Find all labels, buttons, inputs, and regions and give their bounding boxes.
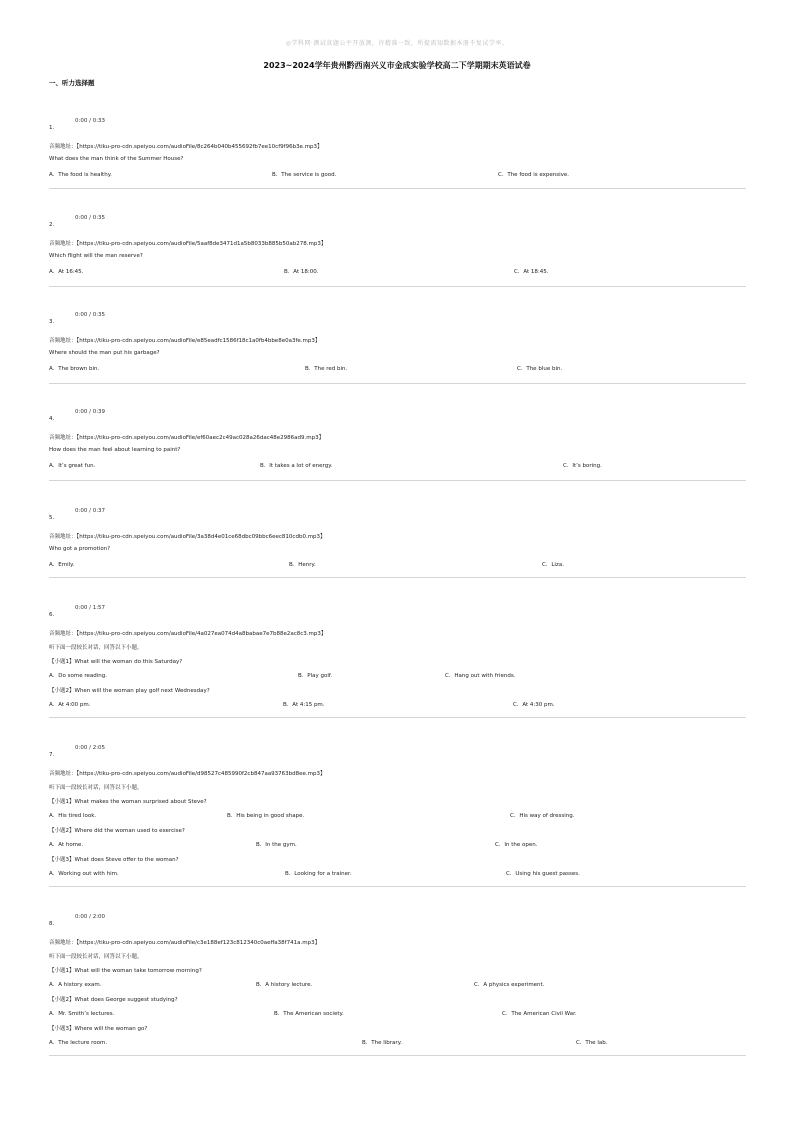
section-title: 一、听力选择题 [49, 79, 95, 87]
audio-timestamp[interactable]: 0:00 / 0:35 [75, 312, 106, 318]
answer-option[interactable]: C．It’s boring. [563, 463, 602, 469]
subquestion-stem: 【小题3】What does Steve offer to the woman? [49, 857, 179, 863]
subquestion-stem: 【小题3】Where will the woman go? [49, 1026, 148, 1032]
answer-option[interactable]: A．Do some reading. [49, 673, 107, 679]
question-divider [49, 383, 746, 384]
question-number: 6. [49, 612, 55, 618]
answer-option[interactable]: B．The library. [362, 1040, 402, 1046]
answer-option[interactable]: A．The brown bin. [49, 366, 100, 372]
audio-url[interactable]: 音频地址：【https://tiku-pro-cdn.speiyou.com/audioFile/e85eadfc1586f18c1a0fb4bbe8e0a3fe.mp3】 [49, 338, 321, 344]
watermark-text: ◎学科网·测试真题公平开放测，许精准一致，所提需知数据本册不复试学率。 [285, 40, 509, 47]
answer-option[interactable]: C．The lab. [576, 1040, 608, 1046]
audio-timestamp[interactable]: 0:00 / 0:37 [75, 508, 106, 514]
answer-option[interactable]: C．At 4:30 pm. [513, 702, 555, 708]
question-number: 4. [49, 416, 55, 422]
question-divider [49, 188, 746, 189]
audio-timestamp[interactable]: 0:00 / 2:00 [75, 914, 106, 920]
audio-timestamp[interactable]: 0:00 / 1:57 [75, 605, 106, 611]
answer-option[interactable]: A．Emily. [49, 562, 75, 568]
question-intro: 听下面一段较长对话，回答以下小题。 [49, 645, 143, 651]
subquestion-stem: 【小题1】What will the woman take tomorrow morning? [49, 968, 202, 974]
answer-option[interactable]: C．The food is expensive. [498, 172, 570, 178]
answer-option[interactable]: B．Looking for a trainer. [285, 871, 352, 877]
question-stem: How does the man feel about learning to paint? [49, 447, 181, 453]
question-stem: Where should the man put his garbage? [49, 350, 160, 356]
answer-option[interactable]: A．The lecture room. [49, 1040, 108, 1046]
answer-option[interactable]: A．Mr. Smith’s lectures. [49, 1011, 115, 1017]
question-item [49, 118, 746, 190]
answer-option[interactable]: B．It takes a lot of energy. [260, 463, 333, 469]
answer-option[interactable]: A．It’s great fun. [49, 463, 96, 469]
answer-option[interactable]: B．Henry. [289, 562, 316, 568]
answer-option[interactable]: B．In the gym. [256, 842, 297, 848]
question-divider [49, 1055, 746, 1056]
answer-option[interactable]: A．His tired look. [49, 813, 97, 819]
answer-option[interactable]: B．His being in good shape. [227, 813, 305, 819]
question-divider [49, 717, 746, 718]
subquestion-stem: 【小题2】When will the woman play golf next Wednesday? [49, 688, 210, 694]
audio-url[interactable]: 音频地址：【https://tiku-pro-cdn.speiyou.com/audioFile/d98527c485990f2cb847aa93763bd8ee.mp3】 [49, 771, 326, 777]
answer-option[interactable]: C．At 18:45. [514, 269, 549, 275]
answer-option[interactable]: A．At 4:00 pm. [49, 702, 91, 708]
question-item [49, 312, 746, 385]
audio-url[interactable]: 音频地址：【https://tiku-pro-cdn.speiyou.com/audioFile/c3e188ef123c812340c0aeffa38f741a.mp3】 [49, 940, 321, 946]
answer-option[interactable]: B．The American society. [274, 1011, 344, 1017]
page-title: 2023~2024学年贵州黔西南兴义市金成实验学校高二下学期期末英语试卷 [263, 61, 531, 70]
answer-option[interactable]: C．Hang out with friends. [445, 673, 516, 679]
audio-url[interactable]: 音频地址：【https://tiku-pro-cdn.speiyou.com/audioFile/3a38d4e01ce68dbc09bbc6eec810cdb0.mp3】 [49, 534, 326, 540]
answer-option[interactable]: A．At home. [49, 842, 84, 848]
question-item [49, 914, 746, 1057]
question-divider [49, 577, 746, 578]
subquestion-stem: 【小题1】What will the woman do this Saturday? [49, 659, 183, 665]
answer-option[interactable]: B．A history lecture. [256, 982, 313, 988]
answer-option[interactable]: C．The American Civil War. [502, 1011, 577, 1017]
question-number: 2. [49, 222, 55, 228]
answer-option[interactable]: C．A physics experiment. [474, 982, 545, 988]
question-number: 3. [49, 319, 55, 325]
answer-option[interactable]: C．The blue bin. [517, 366, 563, 372]
answer-option[interactable]: C．His way of dressing. [510, 813, 575, 819]
answer-option[interactable]: B．The service is good. [272, 172, 337, 178]
question-divider [49, 480, 746, 481]
audio-timestamp[interactable]: 0:00 / 2:05 [75, 745, 106, 751]
question-number: 8. [49, 921, 55, 927]
answer-option[interactable]: C．Using his guest passes. [506, 871, 580, 877]
answer-option[interactable]: C．In the open. [495, 842, 538, 848]
audio-url[interactable]: 音频地址：【https://tiku-pro-cdn.speiyou.com/audioFile/ef60aec2c49ac028a26dac48e2986ad9.mp3】 [49, 435, 325, 441]
subquestion-stem: 【小题2】Where did the woman used to exercise? [49, 828, 185, 834]
answer-option[interactable]: A．A history exam. [49, 982, 102, 988]
audio-url[interactable]: 音频地址：【https://tiku-pro-cdn.speiyou.com/audioFile/5aaf8de3471d1a5b8033b885b50ab278.mp3】 [49, 241, 327, 247]
question-number: 7. [49, 752, 55, 758]
answer-option[interactable]: B．The red bin. [305, 366, 348, 372]
question-intro: 听下面一段较长对话，回答以下小题。 [49, 785, 143, 791]
answer-option[interactable]: B．At 4:15 pm. [283, 702, 325, 708]
question-number: 1. [49, 125, 55, 131]
audio-timestamp[interactable]: 0:00 / 0:39 [75, 409, 106, 415]
question-item [49, 745, 746, 888]
question-item [49, 409, 746, 482]
question-number: 5. [49, 515, 55, 521]
question-divider [49, 286, 746, 287]
audio-url[interactable]: 音频地址：【https://tiku-pro-cdn.speiyou.com/audioFile/4a027ea074d4a8babae7e7b88e2ac8c3.mp3】 [49, 631, 327, 637]
answer-option[interactable]: B．At 18:00. [284, 269, 319, 275]
answer-option[interactable]: C．Liza. [542, 562, 564, 568]
question-intro: 听下面一段较长对话，回答以下小题。 [49, 954, 143, 960]
answer-option[interactable]: B．Play golf. [298, 673, 333, 679]
answer-option[interactable]: A．At 16:45. [49, 269, 84, 275]
answer-option[interactable]: A．The food is healthy. [49, 172, 112, 178]
question-stem: What does the man think of the Summer House? [49, 156, 184, 162]
subquestion-stem: 【小题2】What does George suggest studying? [49, 997, 178, 1003]
question-stem: Which flight will the man reserve? [49, 253, 143, 259]
question-item [49, 508, 746, 579]
question-item [49, 605, 746, 719]
question-stem: Who got a promotion? [49, 546, 111, 552]
subquestion-stem: 【小题1】What makes the woman surprised about Steve? [49, 799, 207, 805]
audio-timestamp[interactable]: 0:00 / 0:35 [75, 215, 106, 221]
audio-timestamp[interactable]: 0:00 / 0:33 [75, 118, 106, 124]
question-item [49, 215, 746, 288]
answer-option[interactable]: A．Working out with him. [49, 871, 119, 877]
audio-url[interactable]: 音频地址：【https://tiku-pro-cdn.speiyou.com/audioFile/8c264b040b455692fb7ee10cf9f96b3e.mp3】 [49, 144, 323, 150]
question-divider [49, 886, 746, 887]
